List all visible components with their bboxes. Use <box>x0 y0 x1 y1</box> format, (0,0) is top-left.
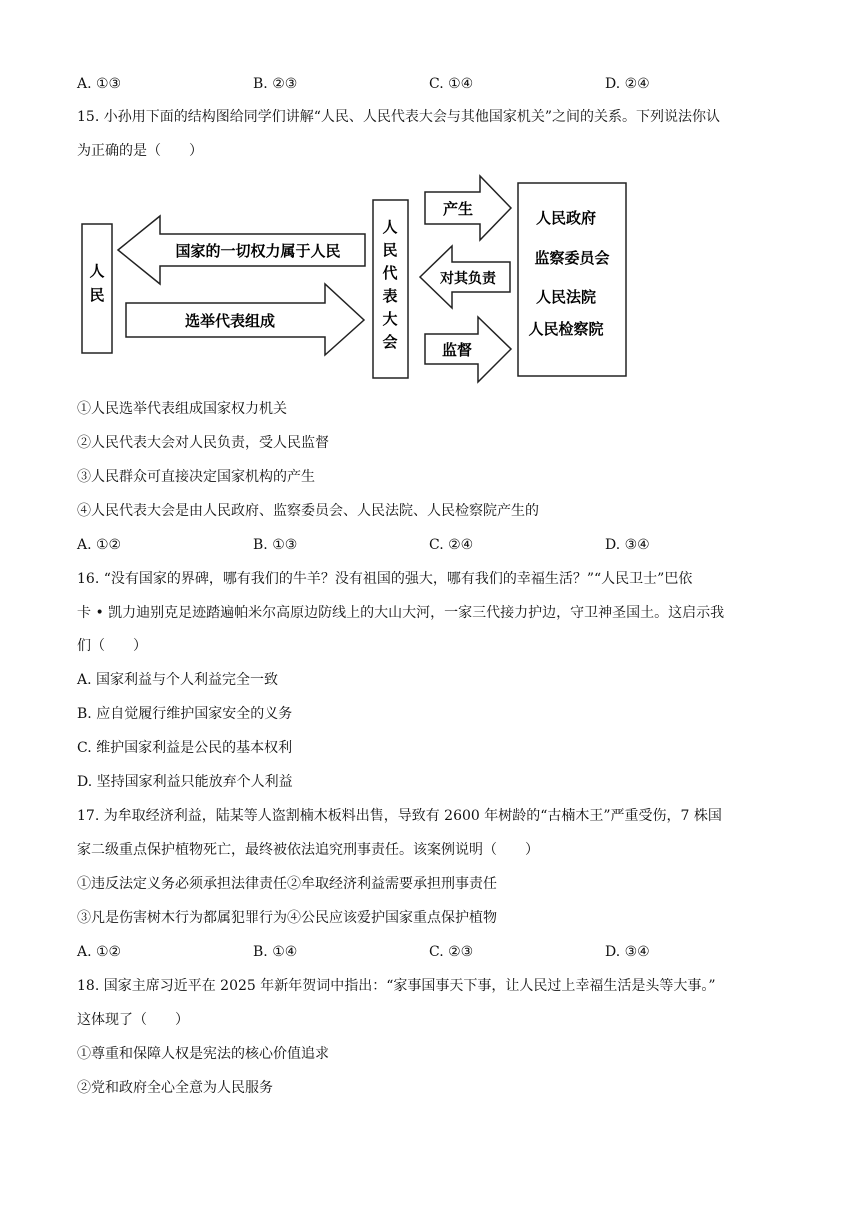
arrow-power-belongs-label: 国家的一切权力属于人民 <box>175 242 341 260</box>
q17-option-d: D. ③④ <box>605 944 650 960</box>
arrow-supervise-label: 监督 <box>441 341 473 359</box>
q15-option-a: A. ①② <box>77 537 122 553</box>
organ-procuratorate: 人民检察院 <box>528 320 604 338</box>
people-char-1: 人 <box>89 262 105 280</box>
congress-char-6: 会 <box>382 333 398 351</box>
q17-items-line1: ①违反法定义务必须承担法律责任②牟取经济利益需要承担刑事责任 <box>77 876 497 892</box>
q18-stem-line2: 这体现了（ ） <box>77 1012 189 1028</box>
people-char-2: 民 <box>89 286 105 304</box>
q15-option-c: C. ②④ <box>429 537 474 553</box>
congress-char-3: 代 <box>382 264 398 282</box>
q16-stem-line1: 16. “没有国家的界碑，哪有我们的牛羊？没有祖国的强大，哪有我们的幸福生活？”“人民卫士”巴依 <box>77 571 693 587</box>
q16-choice-d: D. 坚持国家利益只能放弃个人利益 <box>77 774 293 790</box>
q15-option-d: D. ③④ <box>605 537 650 553</box>
q17-option-a: A. ①② <box>77 944 122 960</box>
q17-items-line2: ③凡是伤害树木行为都属犯罪行为④公民应该爱护国家重点保护植物 <box>77 910 497 926</box>
q15-item-1: ①人民选举代表组成国家权力机关 <box>77 401 287 417</box>
q17-options <box>77 942 797 962</box>
q14-option-b: B. ②③ <box>253 76 298 92</box>
q17-stem-line2: 家二级重点保护植物死亡，最终被依法追究刑事责任。该案例说明（ ） <box>77 842 539 858</box>
q16-choice-b: B. 应自觉履行维护国家安全的义务 <box>77 706 293 722</box>
arrow-elect-deputies-label: 选举代表组成 <box>184 312 276 330</box>
q14-option-d: D. ②④ <box>605 76 650 92</box>
q18-item-2: ②党和政府全心全意为人民服务 <box>77 1080 273 1096</box>
q14-option-c: C. ①④ <box>429 76 474 92</box>
q17-option-c: C. ②③ <box>429 944 474 960</box>
q15-item-3: ③人民群众可直接决定国家机构的产生 <box>77 469 315 485</box>
q16-stem-line3: 们（ ） <box>77 638 147 654</box>
congress-char-1: 人 <box>382 218 398 236</box>
q15-options <box>77 535 797 555</box>
q16-stem-line2: 卡 • 凯力迪别克足迹踏遍帕米尔高原边防线上的大山大河，一家三代接力护边，守卫神圣国土。这启示我 <box>77 605 725 621</box>
q14-option-a: A. ①③ <box>77 76 122 92</box>
congress-char-5: 大 <box>382 310 398 328</box>
q15-stem-line2: 为正确的是（ ） <box>77 143 203 159</box>
organ-government: 人民政府 <box>535 209 597 227</box>
q18-stem-line1: 18. 国家主席习近平在 2025 年新年贺词中指出：“家事国事天下事，让人民过上幸福生活是头等大事。” <box>77 978 716 994</box>
q17-stem-line1: 17. 为牟取经济利益，陆某等人盗割楠木板料出售，导致有 2600 年树龄的“古楠木王”严重受伤，7 株国 <box>77 808 722 824</box>
q15-item-2: ②人民代表大会对人民负责，受人民监督 <box>77 435 329 451</box>
q17-option-b: B. ①④ <box>253 944 298 960</box>
q15-stem-line1: 15. 小孙用下面的结构图给同学们讲解“人民、人民代表大会与其他国家机关”之间的关系。下列说法你认 <box>77 109 721 125</box>
q15-option-b: B. ①③ <box>253 537 298 553</box>
q15-item-4: ④人民代表大会是由人民政府、监察委员会、人民法院、人民检察院产生的 <box>77 503 539 519</box>
congress-char-4: 表 <box>382 287 398 305</box>
congress-char-2: 民 <box>382 241 398 259</box>
q16-choice-a: A. 国家利益与个人利益完全一致 <box>77 672 279 688</box>
q16-choice-c: C. 维护国家利益是公民的基本权利 <box>77 740 293 756</box>
organ-court: 人民法院 <box>535 288 597 306</box>
arrow-produce-label: 产生 <box>442 200 474 218</box>
arrow-responsible-label: 对其负责 <box>440 271 496 287</box>
q15-structure-diagram <box>0 0 860 400</box>
q18-item-1: ①尊重和保障人权是宪法的核心价值追求 <box>77 1046 329 1062</box>
organ-supervisory-commission: 监察委员会 <box>534 249 610 267</box>
